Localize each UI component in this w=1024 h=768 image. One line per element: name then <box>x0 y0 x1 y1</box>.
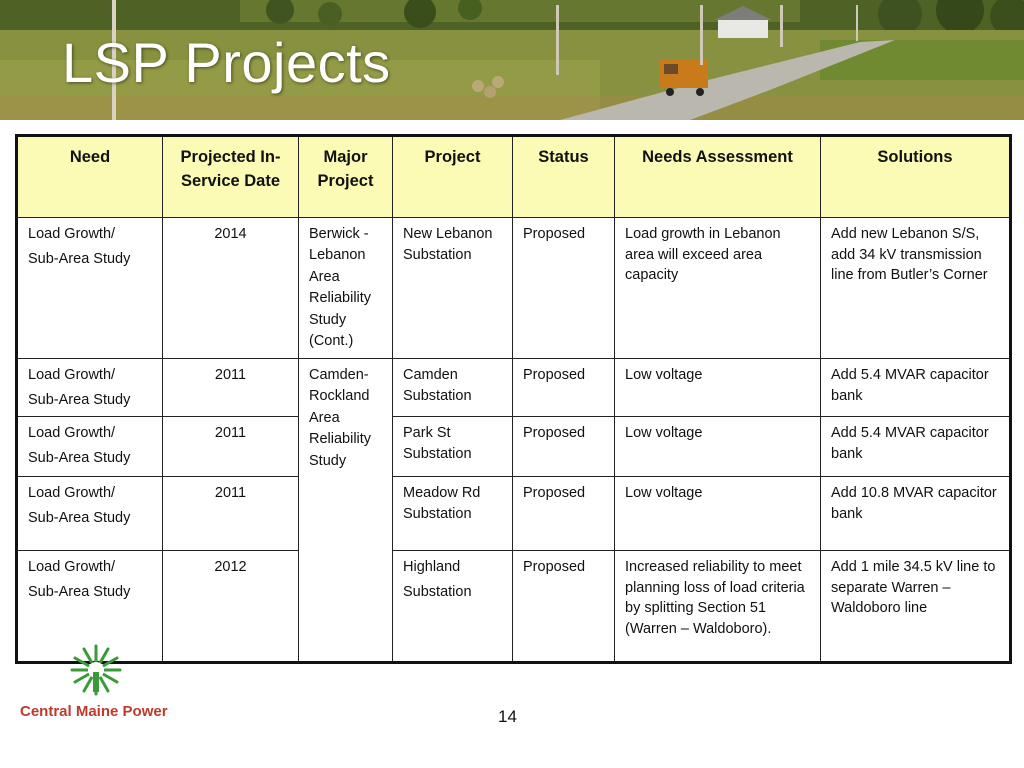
cell-needs-assessment: Low voltage <box>615 359 821 417</box>
need-line: Sub-Area Study <box>28 449 131 466</box>
cell-need <box>17 477 163 551</box>
cell-need <box>17 359 163 417</box>
table-row <box>17 359 1011 417</box>
cell-date: 2012 <box>163 551 299 663</box>
cell-date: 2011 <box>163 359 299 417</box>
cell-needs-assessment: Low voltage <box>615 477 821 551</box>
header-project: Project <box>393 136 513 218</box>
project-line: Highland <box>403 559 461 575</box>
cell-project <box>393 551 513 663</box>
need-line: Sub-Area Study <box>28 391 131 408</box>
table-row <box>17 477 1011 551</box>
cell-status: Proposed <box>513 417 615 477</box>
need-line: Load Growth/ <box>28 367 116 383</box>
cell-project: Park St Substation <box>393 417 513 477</box>
cell-solution: Add new Lebanon S/S, add 34 kV transmission line from Butler’s Corner <box>821 218 1011 359</box>
cell-need <box>17 218 163 359</box>
table-row <box>17 417 1011 477</box>
need-line: Sub-Area Study <box>28 509 131 526</box>
projects-table-container <box>15 134 1009 664</box>
page-number: 14 <box>498 707 517 726</box>
cell-project: Meadow Rd Substation <box>393 477 513 551</box>
need-line: Load Growth/ <box>28 485 116 501</box>
need-line: Load Growth/ <box>28 559 116 575</box>
cell-status: Proposed <box>513 218 615 359</box>
table-row <box>17 218 1011 359</box>
cell-solution: Add 10.8 MVAR capacitor bank <box>821 477 1011 551</box>
lsp-projects-table <box>15 134 1012 664</box>
major-project-line: Area Reliability <box>309 269 372 306</box>
header-major-project: Major Project <box>299 136 393 218</box>
major-project-line: Camden-Rockland <box>309 367 370 404</box>
need-line: Load Growth/ <box>28 425 116 441</box>
header-in-service-date: Projected In-Service Date <box>163 136 299 218</box>
slide-title: LSP Projects <box>62 31 391 94</box>
header-need: Need <box>17 136 163 218</box>
need-line: Load Growth/ <box>28 226 116 242</box>
cell-date: 2011 <box>163 477 299 551</box>
need-line: Sub-Area Study <box>28 583 131 600</box>
cell-project: Camden Substation <box>393 359 513 417</box>
cell-needs-assessment: Increased reliability to meet planning loss of load criteria by splitting Section 51 (Warren – Waldoboro). <box>615 551 821 663</box>
cell-date: 2014 <box>163 218 299 359</box>
header-status: Status <box>513 136 615 218</box>
table-header-row <box>17 136 1011 218</box>
cell-needs-assessment: Load growth in Lebanon area will exceed area capacity <box>615 218 821 359</box>
cell-solution: Add 5.4 MVAR capacitor bank <box>821 359 1011 417</box>
cell-project: New Lebanon Substation <box>393 218 513 359</box>
cell-solution: Add 5.4 MVAR capacitor bank <box>821 417 1011 477</box>
cell-major-project <box>299 218 393 359</box>
cell-status: Proposed <box>513 359 615 417</box>
major-project-line: Study (Cont.) <box>309 312 354 349</box>
need-line: Sub-Area Study <box>28 250 131 267</box>
cell-needs-assessment: Low voltage <box>615 417 821 477</box>
major-project-line: Study <box>309 453 347 469</box>
major-project-line: Berwick - Lebanon <box>309 226 369 263</box>
cell-status: Proposed <box>513 551 615 663</box>
cell-date: 2011 <box>163 417 299 477</box>
company-name: Central Maine Power <box>20 703 168 720</box>
project-line: Substation <box>403 583 472 600</box>
title-banner <box>0 0 1024 120</box>
major-project-line: Area Reliability <box>309 410 372 447</box>
cell-solution: Add 1 mile 34.5 kV line to separate Warren – Waldoboro line <box>821 551 1011 663</box>
cell-major-project <box>299 359 393 663</box>
header-needs-assessment: Needs Assessment <box>615 136 821 218</box>
cell-need <box>17 417 163 477</box>
header-solutions: Solutions <box>821 136 1011 218</box>
cell-status: Proposed <box>513 477 615 551</box>
